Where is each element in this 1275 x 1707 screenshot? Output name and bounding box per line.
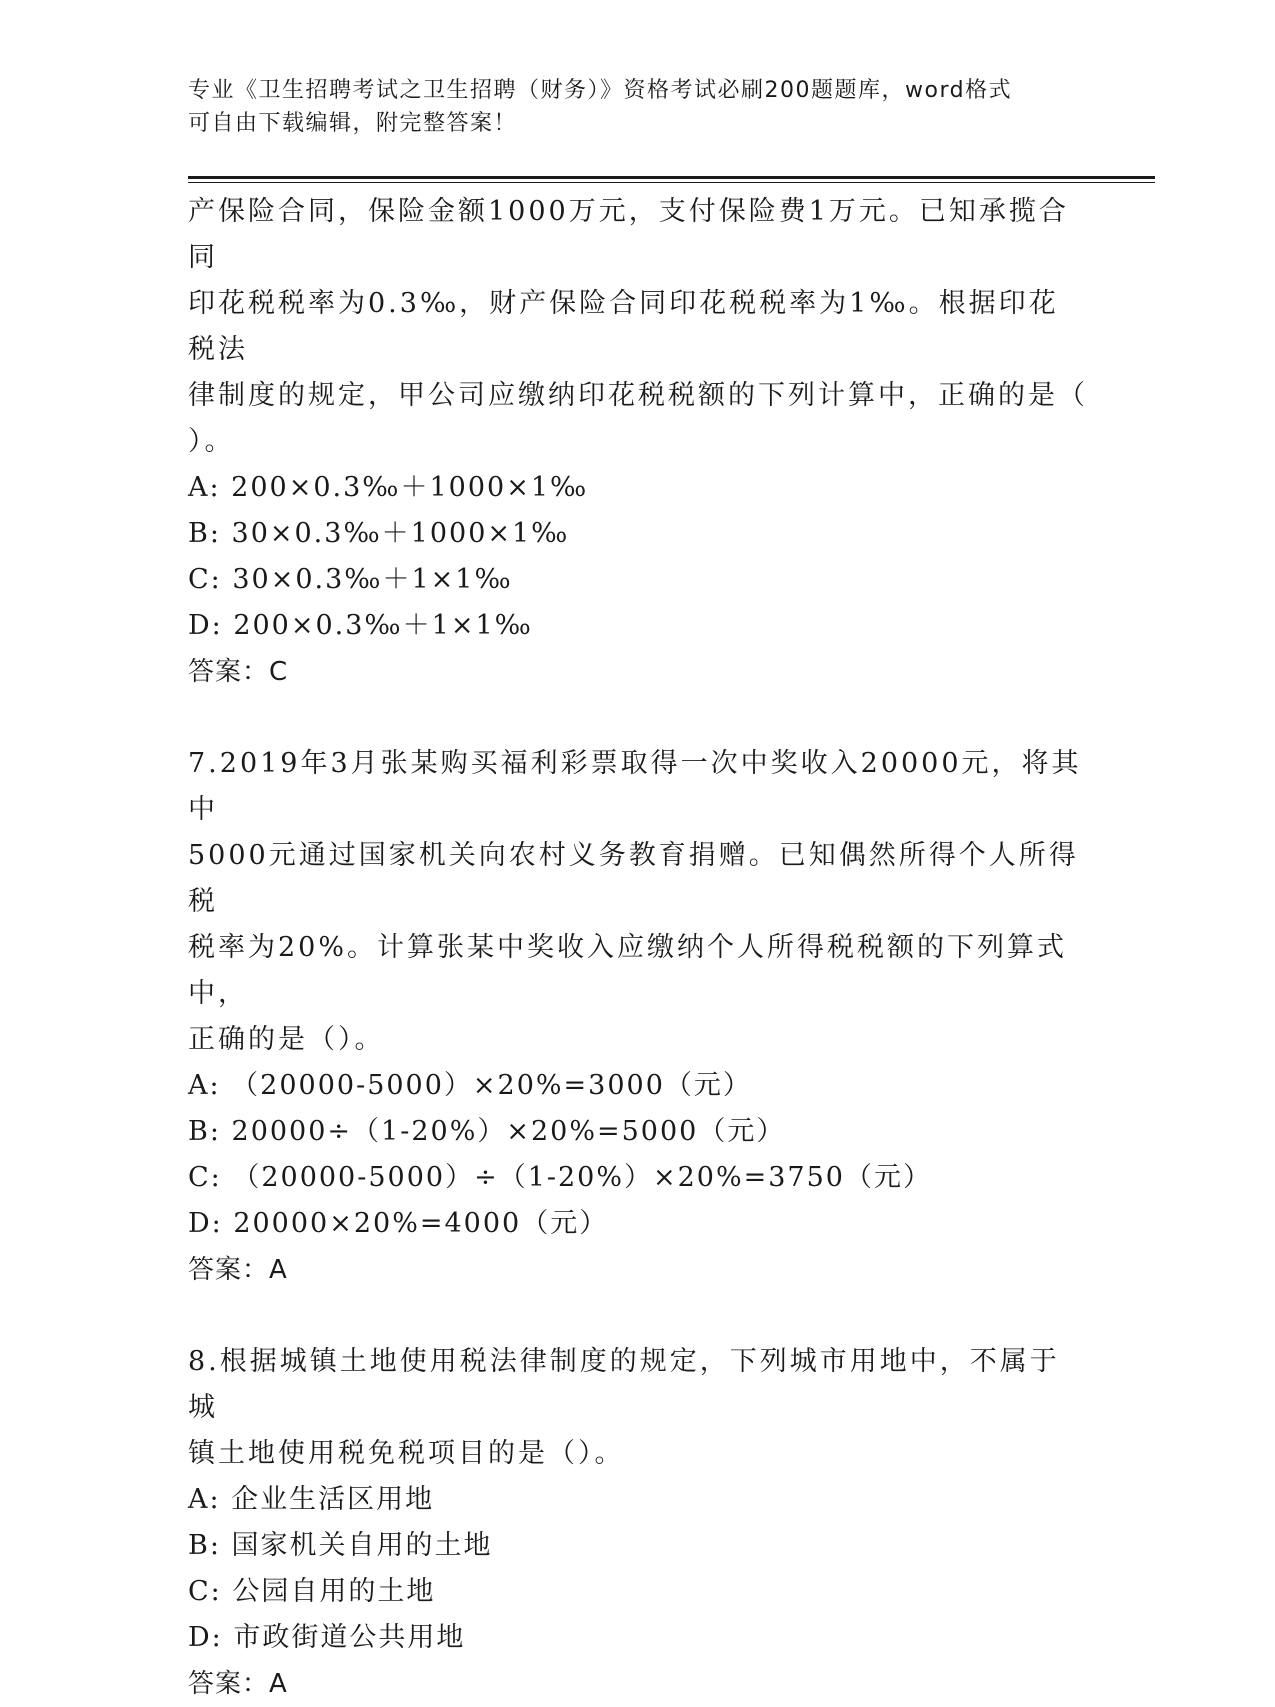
question-8-line-1: 8.根据城镇土地使用税法律制度的规定，下列城市用地中，不属于城 bbox=[188, 1346, 1060, 1423]
question-7-line-3: 税率为20%。计算张某中奖收入应缴纳个人所得税税额的下列算式中， bbox=[188, 932, 1068, 1009]
document-body bbox=[188, 189, 1088, 1707]
question-8-option-d: D: 市政街道公共用地 bbox=[188, 1622, 466, 1653]
question-8-answer: 答案：A bbox=[188, 1669, 288, 1699]
question-6-line-2: 印花税税率为0.3‰，财产保险合同印花税税率为1‰。根据印花税法 bbox=[188, 288, 1059, 365]
question-7-line-4: 正确的是（）。 bbox=[188, 1024, 385, 1055]
header-line-2: 可自由下载编辑，附完整答案！ bbox=[188, 111, 518, 136]
document-header bbox=[188, 74, 1088, 140]
question-6-line-1: 产保险合同，保险金额1000万元，支付保险费1万元。已知承揽合同 bbox=[188, 196, 1069, 273]
question-7-option-d: D: 20000×20%=4000（元） bbox=[188, 1208, 609, 1239]
question-7 bbox=[188, 741, 1088, 1293]
question-7-option-c: C: （20000-5000）÷（1-20%）×20%=3750（元） bbox=[188, 1162, 932, 1193]
header-rule-thick bbox=[188, 176, 1155, 179]
question-6-option-a: A: 200×0.3‰＋1000×1‰ bbox=[188, 472, 589, 503]
spacer bbox=[188, 1293, 1088, 1339]
question-7-line-1: 7.2019年3月张某购买福利彩票取得一次中奖收入20000元，将其中 bbox=[188, 748, 1082, 825]
question-8-option-c: C: 公园自用的土地 bbox=[188, 1576, 436, 1607]
question-6 bbox=[188, 189, 1088, 695]
question-6-line-4: ）。 bbox=[188, 426, 235, 457]
question-8-option-a: A: 企业生活区用地 bbox=[188, 1484, 435, 1515]
question-7-option-a: A: （20000-5000）×20%=3000（元） bbox=[188, 1070, 752, 1101]
question-7-line-2: 5000元通过国家机关向农村义务教育捐赠。已知偶然所得个人所得税 bbox=[188, 840, 1079, 917]
question-6-option-d: D: 200×0.3‰＋1×1‰ bbox=[188, 610, 533, 641]
header-line-1: 专业《卫生招聘考试之卫生招聘（财务）》资格考试必刷200题题库，word格式 bbox=[188, 78, 1013, 103]
question-8-line-2: 镇土地使用税免税项目的是（）。 bbox=[188, 1438, 625, 1469]
question-6-answer: 答案：C bbox=[188, 657, 289, 687]
question-6-option-b: B: 30×0.3‰＋1000×1‰ bbox=[188, 518, 570, 549]
question-7-option-b: B: 20000÷（1-20%）×20%=5000（元） bbox=[188, 1116, 786, 1147]
question-8 bbox=[188, 1339, 1088, 1707]
header-rule-thin bbox=[188, 182, 1155, 183]
question-6-line-3: 律制度的规定，甲公司应缴纳印花税税额的下列计算中，正确的是（ bbox=[188, 380, 1088, 411]
question-7-answer: 答案：A bbox=[188, 1255, 288, 1285]
question-8-option-b: B: 国家机关自用的土地 bbox=[188, 1530, 493, 1561]
spacer bbox=[188, 695, 1088, 741]
question-6-option-c: C: 30×0.3‰＋1×1‰ bbox=[188, 564, 513, 595]
